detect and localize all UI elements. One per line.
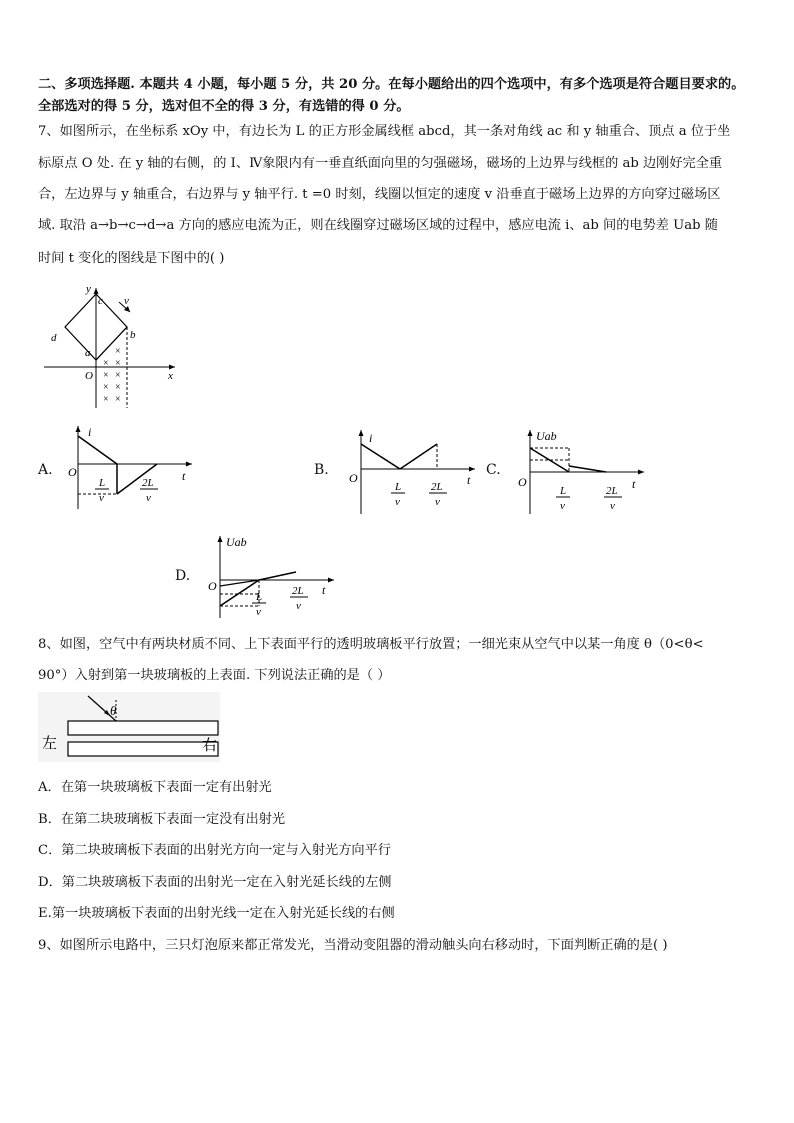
section-header-line2: 全部选对的得 5 分，选对但不全的得 3 分，有选错的得 0 分。 xyxy=(38,99,410,114)
q8-glass-plates-figure xyxy=(38,692,220,762)
svg-text:2L: 2L xyxy=(431,481,443,493)
q7-option-a-graph xyxy=(62,424,202,514)
svg-text:v: v xyxy=(435,496,440,508)
svg-text:×: × xyxy=(115,358,121,369)
right-label: 右 xyxy=(202,738,218,754)
q7-main-figure xyxy=(40,282,180,412)
vertex-d: d xyxy=(51,332,57,344)
q7-option-d-graph xyxy=(204,532,344,622)
svg-text:O: O xyxy=(349,471,358,485)
vertex-a: a xyxy=(85,347,91,359)
q7-option-c-label: C. xyxy=(486,462,501,478)
theta-label: θ xyxy=(110,703,117,718)
svg-text:×: × xyxy=(103,394,109,405)
q7-line-4: 域. 取沿 a→b→c→d→a 方向的感应电流为正，则在线圈穿过磁场区域的过程中，感应电流 i、ab 间的电势差 Uab 随 xyxy=(38,218,718,233)
q8-option-d: D．第二块玻璃板下表面的出射光一定在入射光延长线的左侧 xyxy=(38,875,392,890)
svg-text:×: × xyxy=(103,382,109,393)
svg-text:v: v xyxy=(296,600,301,612)
q8-line-1: 8、如图，空气中有两块材质不同、上下表面平行的透明玻璃板平行放置；一细光束从空气中以某一角度 θ（0<θ< xyxy=(38,637,704,652)
svg-text:t: t xyxy=(322,583,326,597)
section-header-line1: 二、多项选择题. 本题共 4 小题，每小题 5 分，共 20 分。在每小题给出的四个选项中，有多个选项是符合题目要求的。 xyxy=(38,77,745,92)
svg-text:2L: 2L xyxy=(292,585,304,597)
svg-text:i: i xyxy=(88,425,92,439)
q7-option-c-graph xyxy=(514,426,654,518)
svg-text:v: v xyxy=(560,500,565,512)
q7-option-a-label: A. xyxy=(38,462,53,478)
svg-text:O: O xyxy=(68,465,77,479)
origin-label: O xyxy=(85,370,93,382)
magnetic-field-crosses xyxy=(103,346,121,405)
q7-option-b-graph xyxy=(345,428,485,518)
svg-text:v: v xyxy=(99,492,104,504)
q8-line-2: 90°）入射到第一块玻璃板的上表面. 下列说法正确的是（ ） xyxy=(38,668,391,683)
svg-text:L: L xyxy=(395,481,402,493)
svg-text:2L: 2L xyxy=(606,485,618,497)
svg-text:L: L xyxy=(560,485,567,497)
svg-text:Uab: Uab xyxy=(536,429,557,443)
svg-text:t: t xyxy=(182,469,186,483)
svg-text:L: L xyxy=(99,477,106,489)
svg-text:Uab: Uab xyxy=(226,535,247,549)
vertex-c: c xyxy=(98,295,103,307)
q7-line-3: 合，左边界与 y 轴重合，右边界与 y 轴平行. t =0 时刻，线圈以恒定的速度 v 沿垂直于磁场上边界的方向穿过磁场区 xyxy=(38,187,721,202)
q9-line-1: 9、如图所示电路中，三只灯泡原来都正常发光，当滑动变阻器的滑动触头向右移动时，下面判断正确的是( ) xyxy=(38,938,668,953)
y-axis-label: y xyxy=(86,283,91,295)
svg-text:O: O xyxy=(208,579,217,593)
q8-option-a: A．在第一块玻璃板下表面一定有出射光 xyxy=(38,780,272,795)
q8-option-b: B．在第二块玻璃板下表面一定没有出射光 xyxy=(38,812,286,827)
svg-text:t: t xyxy=(467,473,471,487)
velocity-label: v xyxy=(124,295,129,307)
svg-text:L: L xyxy=(256,591,263,603)
svg-text:v: v xyxy=(395,496,400,508)
left-label: 左 xyxy=(42,736,58,752)
svg-text:×: × xyxy=(115,346,121,357)
q7-line-5: 时间 t 变化的图线是下图中的( ) xyxy=(38,251,225,266)
svg-text:t: t xyxy=(632,477,636,491)
q7-option-b-label: B. xyxy=(314,462,329,478)
svg-text:×: × xyxy=(115,382,121,393)
svg-text:×: × xyxy=(103,358,109,369)
q7-option-d-label: D. xyxy=(175,568,191,584)
svg-text:O: O xyxy=(518,475,527,489)
svg-text:v: v xyxy=(610,500,615,512)
q7-line-2: 标原点 O 处. 在 y 轴的右侧，的 I、Ⅳ象限内有一垂直纸面向里的匀强磁场，磁场的上边界与线框的 ab 边刚好完全重 xyxy=(38,156,723,171)
svg-text:2L: 2L xyxy=(142,477,154,489)
q7-line-1: 7、如图所示，在坐标系 xOy 中，有边长为 L 的正方形金属线框 abcd，其一条对角线 ac 和 y 轴重合、顶点 a 位于坐 xyxy=(38,124,731,139)
q8-option-c: C．第二块玻璃板下表面的出射光方向一定与入射光方向平行 xyxy=(38,843,391,858)
svg-text:×: × xyxy=(115,394,121,405)
q8-option-e: E.第一块玻璃板下表面的出射光线一定在入射光延长线的右侧 xyxy=(38,906,395,921)
svg-text:×: × xyxy=(115,370,121,381)
x-axis-label: x xyxy=(168,370,173,382)
svg-text:i: i xyxy=(369,431,373,445)
svg-text:×: × xyxy=(103,370,109,381)
svg-text:v: v xyxy=(256,606,261,618)
vertex-b: b xyxy=(130,329,136,341)
svg-text:v: v xyxy=(146,492,151,504)
